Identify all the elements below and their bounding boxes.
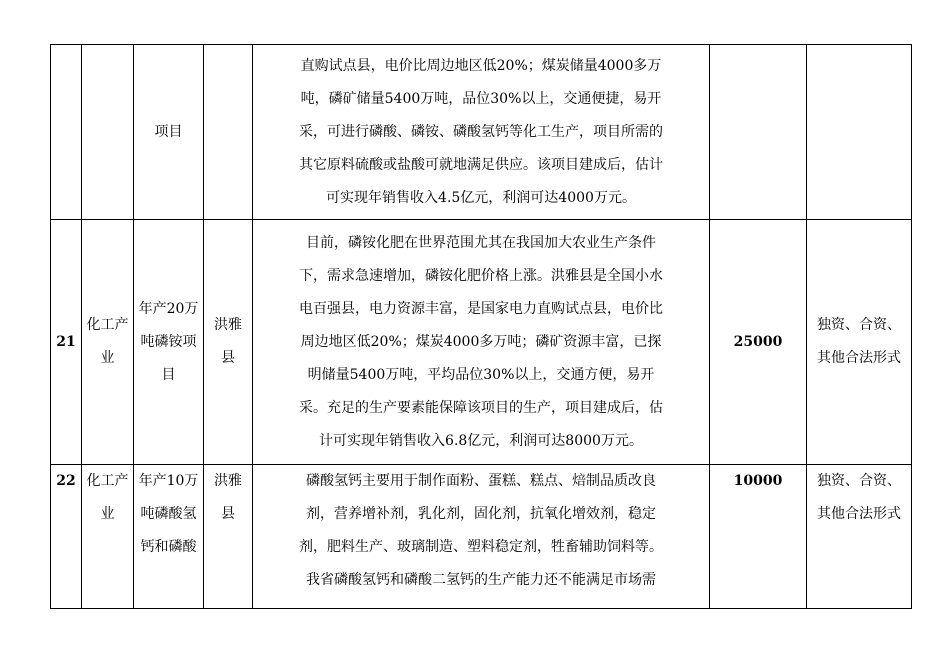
investment-cell: 25000 (710, 220, 807, 465)
project-table (50, 44, 912, 609)
description-line: 剂，肥料生产、玻璃制造、塑料稳定剂，牲畜辅助饲料等。 (299, 539, 663, 555)
row-number: 21 (51, 220, 82, 465)
cooperation-cell: 独资、合资、其他合法形式 (807, 465, 912, 609)
investment-cell (710, 45, 807, 220)
description-line: 明储量5400万吨，平均品位30%以上，交通方便，易开 (307, 366, 655, 383)
investment-cell: 10000 (710, 465, 807, 609)
industry-cell: 化工产业 (82, 465, 134, 609)
cooperation-cell: 独资、合资、其他合法形式 (807, 220, 912, 465)
description-line: 剂，营养增补剂，乳化剂，固化剂，抗氧化增效剂，稳定 (306, 506, 656, 522)
project-name-cell: 年产20万吨磷铵项目 (134, 220, 204, 465)
description-line: 电百强县，电力资源丰富，是国家电力直购试点县，电价比 (299, 300, 663, 317)
table-row (51, 465, 912, 609)
description-line: 目前，磷铵化肥在世界范围尤其在我国加大农业生产条件 (306, 234, 656, 251)
description-line: 下，需求急速增加，磷铵化肥价格上涨。洪雅县是全国小水 (299, 267, 663, 284)
industry-cell (82, 45, 134, 220)
industry-cell: 化工产业 (82, 220, 134, 465)
description-cell (253, 45, 710, 220)
description-line: 直购试点县，电价比周边地区低20%；煤炭储量4000多万 (300, 57, 662, 74)
table-row (51, 45, 912, 220)
location-cell (204, 45, 253, 220)
project-name-cell: 项目 (134, 45, 204, 220)
description-line: 可实现年销售收入4.5亿元，利润可达4000万元。 (326, 189, 636, 206)
description-line: 吨，磷矿储量5400万吨，品位30%以上，交通便捷，易开 (300, 90, 662, 107)
table-row (51, 220, 912, 465)
description-line: 我省磷酸氢钙和磷酸二氢钙的生产能力还不能满足市场需 (306, 572, 656, 588)
description-line: 周边地区低20%；煤炭4000多万吨；磷矿资源丰富，已探 (300, 333, 662, 350)
row-number (51, 45, 82, 220)
description-line: 磷酸氢钙主要用于制作面粉、蛋糕、糕点、焙制品质改良 (306, 473, 656, 489)
row-number: 22 (51, 465, 82, 609)
project-name-cell: 年产10万吨磷酸氢钙和磷酸 (134, 465, 204, 609)
description-line: 采，可进行磷酸、磷铵、磷酸氢钙等化工生产，项目所需的 (299, 123, 663, 140)
description-cell (253, 220, 710, 465)
location-cell: 洪雅县 (204, 465, 253, 609)
location-cell: 洪雅县 (204, 220, 253, 465)
description-line: 采。充足的生产要素能保障该项目的生产，项目建成后，估 (299, 399, 663, 416)
description-cell (253, 465, 710, 609)
description-line: 其它原料硫酸或盐酸可就地满足供应。该项目建成后，估计 (299, 156, 663, 173)
cooperation-cell (807, 45, 912, 220)
description-line: 计可实现年销售收入6.8亿元，利润可达8000万元。 (319, 432, 643, 449)
